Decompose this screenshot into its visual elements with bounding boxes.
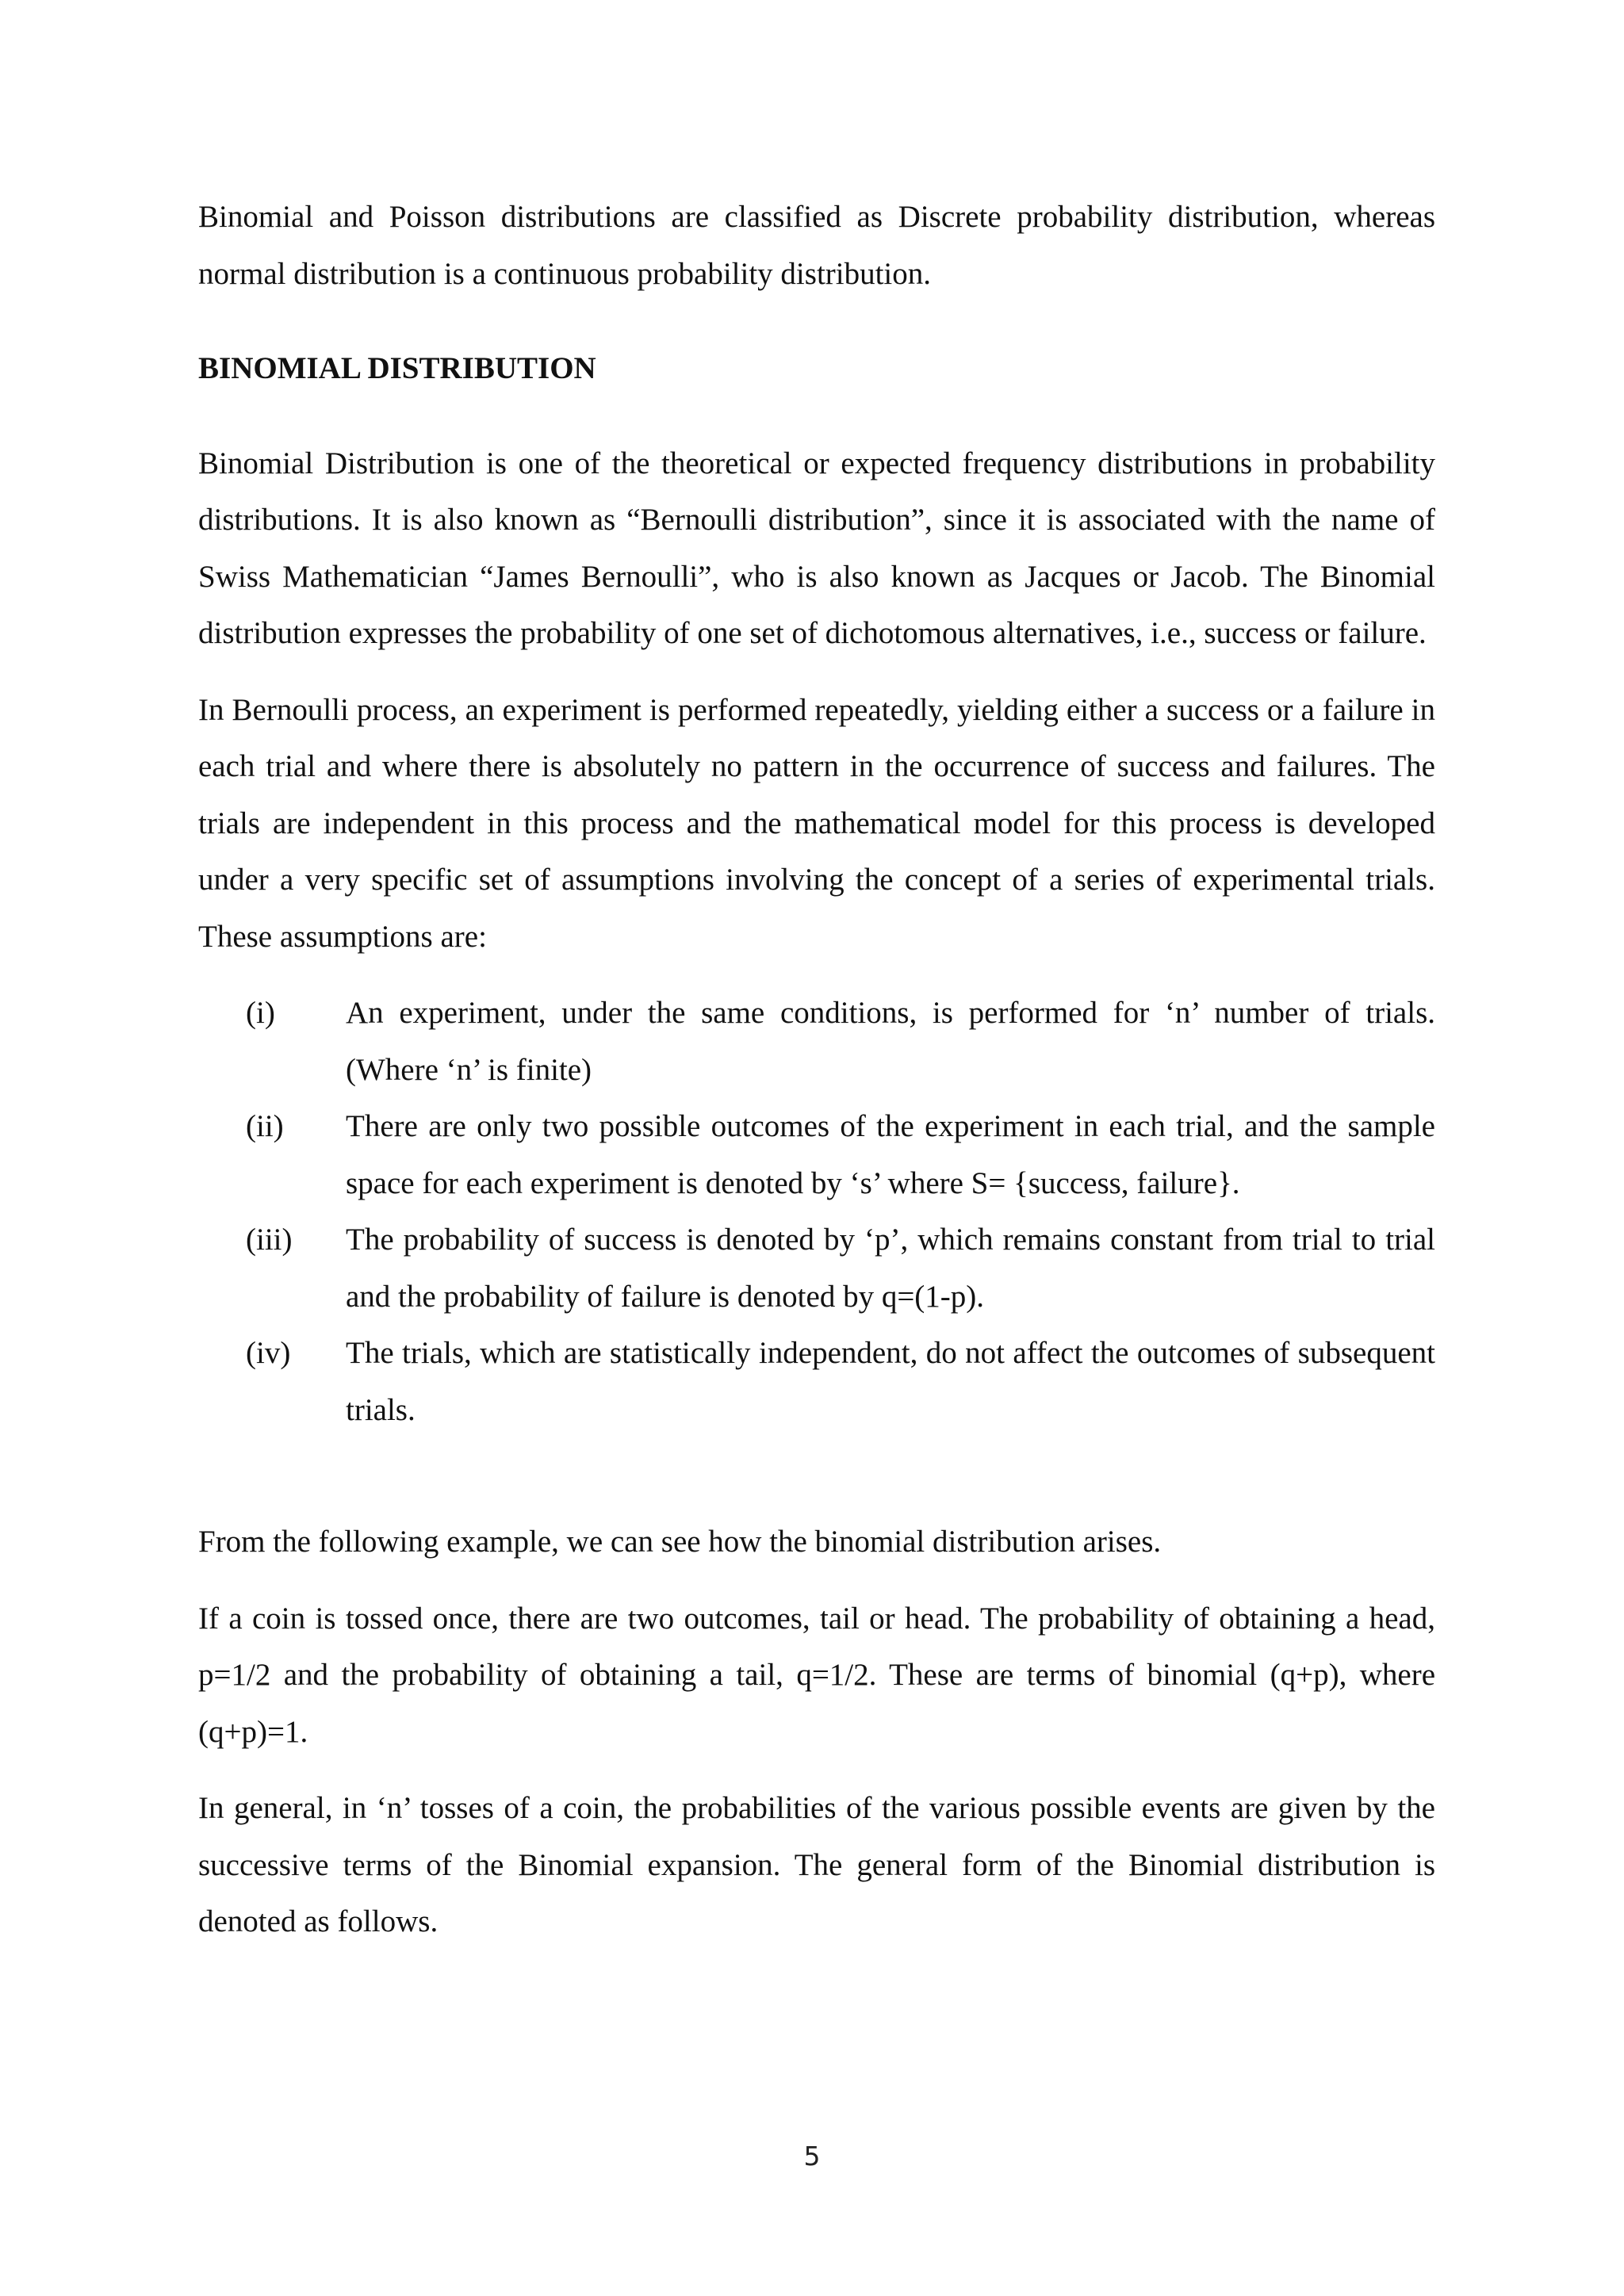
- assumptions-list: [198, 985, 1435, 1438]
- list-item-text: The probability of success is denoted by ‘p’, which remains constant from trial to trial and the probability of failure is denoted by q=(1-p).: [346, 1223, 1435, 1314]
- coin-toss-paragraph: If a coin is tossed once, there are two outcomes, tail or head. The probability of obtaining a head, p=1/2 and the probability of obtaining a tail, q=1/2. These are terms of binomial (q+p), where (q+p)=1.: [198, 1601, 1435, 1749]
- bernoulli-process-paragraph: In Bernoulli process, an experiment is performed repeatedly, yielding either a success or a failure in each trial and where there is absolutely no pattern in the occurrence of success and failures. The trials are independent in this process and the mathematical model for this process is developed under a very specific set of assumptions involving the concept of a series of experimental trials. These assumptions are:: [198, 692, 1435, 954]
- page-content: [198, 189, 1435, 1950]
- list-item-text: The trials, which are statistically independent, do not affect the outcomes of subsequent trials.: [346, 1336, 1435, 1427]
- list-item: [198, 1211, 1435, 1325]
- list-item-number: (i): [246, 996, 275, 1030]
- intro-paragraph: Binomial and Poisson distributions are classified as Discrete probability distribution, whereas normal distribution is a continuous probability distribution.: [198, 200, 1435, 291]
- list-item-number: (ii): [246, 1109, 284, 1143]
- list-item-number: (iii): [246, 1223, 293, 1257]
- section-heading: BINOMIAL DISTRIBUTION: [198, 351, 596, 385]
- list-item-text: There are only two possible outcomes of the experiment in each trial, and the sample space for each experiment is denoted by ‘s’ where S= {success, failure}.: [346, 1109, 1435, 1200]
- list-item: [198, 1325, 1435, 1438]
- general-form-paragraph: In general, in ‘n’ tosses of a coin, the probabilities of the various possible events are given by the successive terms of the Binomial expansion. The general form of the Binomial distribution is denoted as follows.: [198, 1791, 1435, 1938]
- list-item: [198, 985, 1435, 1098]
- definition-paragraph: Binomial Distribution is one of the theoretical or expected frequency distributions in probability distributions. It is also known as “Bernoulli distribution”, since it is associated with the name of Swiss Mathematician “James Bernoulli”, who is also known as Jacques or Jacob. The Binomial distribution expresses the probability of one set of dichotomous alternatives, i.e., success or failure.: [198, 446, 1435, 650]
- list-item-text: An experiment, under the same conditions, is performed for ‘n’ number of trials. (Where ‘n’ is finite): [346, 996, 1435, 1087]
- example-intro-paragraph: From the following example, we can see how the binomial distribution arises.: [198, 1525, 1162, 1559]
- list-item-number: (iv): [246, 1336, 291, 1370]
- page-number: 5: [803, 2141, 821, 2172]
- list-item: [198, 1098, 1435, 1211]
